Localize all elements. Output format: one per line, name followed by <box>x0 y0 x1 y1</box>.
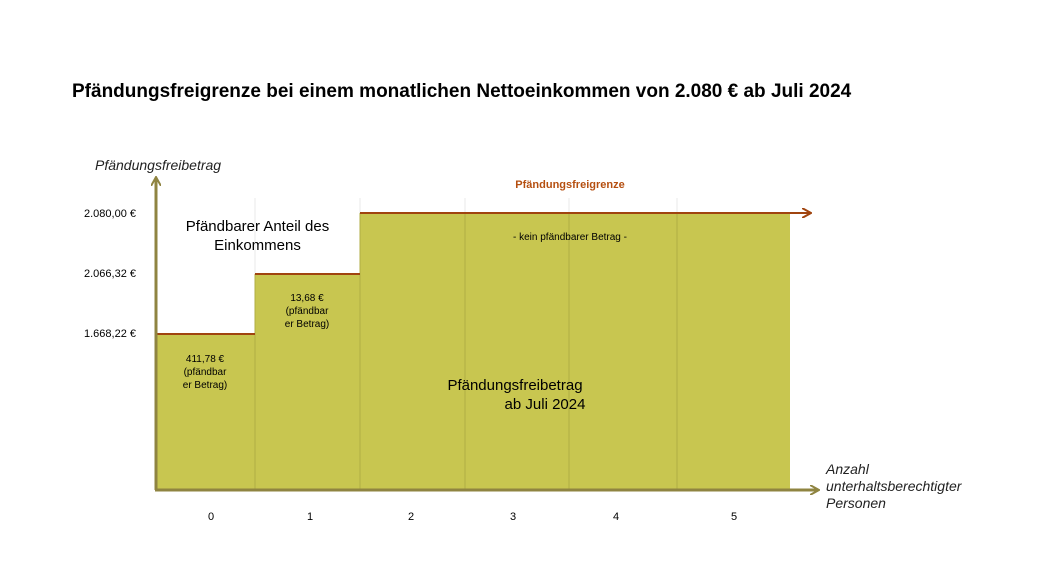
x-tick-label: 3 <box>509 511 517 523</box>
income-limit-label: Pfändungsfreigrenze <box>515 179 625 191</box>
no-garnishable-label: - kein pfändbarer Betrag - <box>513 232 627 243</box>
bar-4 <box>569 213 677 490</box>
y-tick-label: 1.668,22 € <box>84 328 136 340</box>
bar-2 <box>360 213 465 490</box>
x-tick-label: 5 <box>730 511 738 523</box>
x-tick-label: 4 <box>612 511 620 523</box>
x-tick-label: 0 <box>207 511 215 523</box>
exempt-amount-label: Pfändungsfreibetrag ab Juli 2024 <box>447 377 586 413</box>
x-tick-label: 1 <box>306 511 314 523</box>
bar-3 <box>465 213 569 490</box>
x-axis-label: Anzahl unterhaltsberechtigter Personen <box>826 461 962 511</box>
y-tick-label: 2.066,32 € <box>84 268 136 280</box>
garnishable-share-label: Pfändbarer Anteil des Einkommens <box>185 218 330 254</box>
chart-title: Pfändungsfreigrenze bei einem monatlichen Nettoeinkommen von 2.080 € ab Juli 2024 <box>72 81 852 102</box>
x-tick-label: 2 <box>407 511 415 523</box>
bar-5 <box>677 213 790 490</box>
y-axis-label: Pfändungsfreibetrag <box>95 157 222 173</box>
bar-note-0: 411,78 € (pfändbar er Betrag) <box>182 354 228 391</box>
bar-note-1: 13,68 € (pfändbar er Betrag) <box>284 293 330 330</box>
y-tick-label: 2.080,00 € <box>84 208 136 220</box>
